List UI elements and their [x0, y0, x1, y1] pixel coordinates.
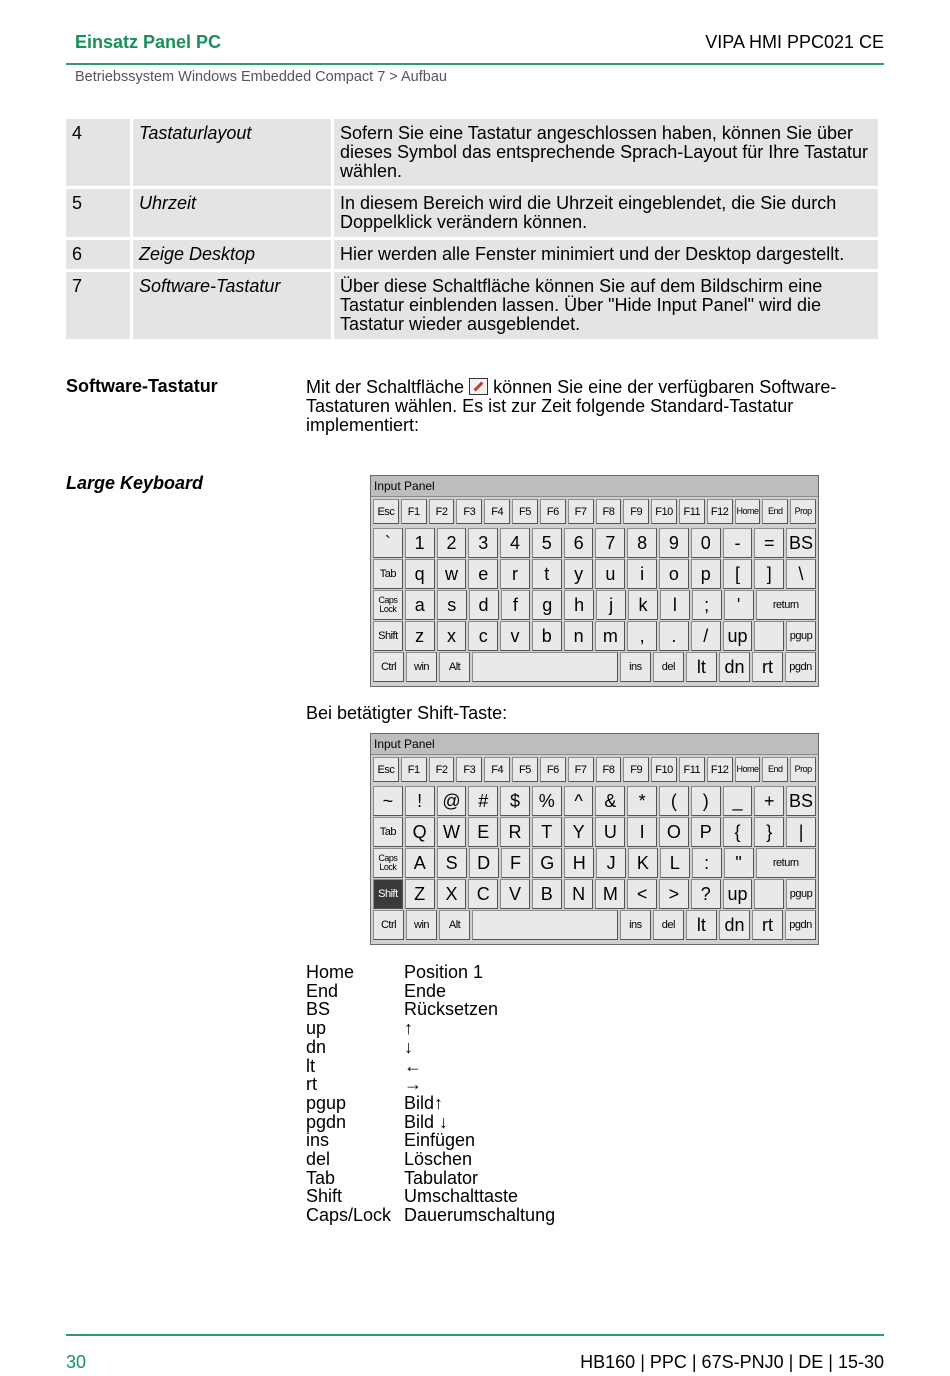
list-item	[306, 1094, 555, 1113]
key--[interactable]: |	[786, 817, 816, 847]
key-f9[interactable]: F9	[623, 499, 649, 524]
key-up[interactable]: up	[723, 621, 753, 651]
keyboard-row	[373, 848, 816, 878]
key-dn[interactable]: dn	[719, 910, 750, 940]
abbreviation-key: rt	[306, 1074, 317, 1095]
abbreviation-meaning: Löschen	[404, 1149, 473, 1170]
row-number: 7	[66, 272, 130, 339]
key-p[interactable]: p	[691, 559, 721, 589]
abbreviation-meaning: Position 1	[404, 962, 484, 982]
key--[interactable]: )	[691, 786, 721, 816]
key-n[interactable]: n	[564, 621, 594, 651]
abbreviation-key: Caps/Lock	[306, 1205, 392, 1226]
abbreviation-meaning: ↑	[404, 1018, 413, 1039]
key--[interactable]: .	[659, 621, 689, 651]
list-item	[306, 1057, 555, 1076]
key-f10[interactable]: F10	[651, 499, 677, 524]
key--[interactable]: &	[595, 786, 625, 816]
key--[interactable]: /	[691, 621, 721, 651]
row-number: 4	[66, 119, 130, 186]
key--[interactable]: ]	[754, 559, 784, 589]
key-f2[interactable]: F2	[429, 499, 455, 524]
keyboard-row	[373, 590, 816, 620]
key-caps-lock[interactable]: Caps Lock	[373, 590, 403, 620]
key-c[interactable]: c	[468, 621, 498, 651]
key--[interactable]: <	[627, 879, 657, 909]
key-f11[interactable]: F11	[679, 757, 705, 782]
abbreviation-meaning: Einfügen	[404, 1130, 476, 1151]
row-description: In diesem Bereich wird die Uhrzeit eingeblendet, die Sie durch Doppelklick verändern können.	[334, 189, 878, 237]
list-item	[306, 1187, 555, 1206]
key-z[interactable]: Z	[405, 879, 435, 909]
header-rule	[66, 63, 884, 65]
key-f11[interactable]: F11	[679, 499, 705, 524]
key-g[interactable]: G	[532, 848, 562, 878]
key--[interactable]: >	[659, 879, 689, 909]
key-caps-lock[interactable]: Caps Lock	[373, 848, 403, 878]
key-y[interactable]: Y	[564, 817, 594, 847]
keyboard-row	[373, 621, 816, 651]
key--[interactable]: $	[500, 786, 530, 816]
key-f3[interactable]: F3	[456, 499, 482, 524]
key-m[interactable]: M	[595, 879, 625, 909]
key-x[interactable]: X	[437, 879, 467, 909]
key-6[interactable]: 6	[564, 528, 594, 558]
key-shift[interactable]: Shift	[373, 879, 403, 909]
key--[interactable]: ^	[564, 786, 594, 816]
key-f6[interactable]: F6	[540, 499, 566, 524]
key-z[interactable]: z	[405, 621, 435, 651]
key-k[interactable]: K	[628, 848, 658, 878]
key--[interactable]: =	[754, 528, 784, 558]
header-title: Einsatz Panel PC	[75, 32, 222, 52]
abbreviation-key: del	[306, 1149, 331, 1170]
key--[interactable]: `	[373, 528, 403, 558]
key--[interactable]: "	[724, 848, 754, 878]
section-paragraph	[306, 378, 886, 435]
key-f12[interactable]: F12	[707, 757, 733, 782]
key-9[interactable]: 9	[659, 528, 689, 558]
abbreviation-list	[306, 963, 555, 1225]
key-d[interactable]: d	[469, 590, 499, 620]
abbreviation-key: End	[306, 980, 339, 1001]
abbreviation-key: ins	[306, 1130, 330, 1151]
key-a[interactable]: A	[405, 848, 435, 878]
footer-rule	[66, 1334, 884, 1336]
header-product: VIPA HMI PPC021 CE	[705, 32, 884, 52]
keyboard-row	[373, 786, 816, 816]
abbreviation-meaning: Ende	[404, 980, 447, 1001]
key-m[interactable]: m	[595, 621, 625, 651]
key--[interactable]: %	[532, 786, 562, 816]
key--[interactable]: ,	[627, 621, 657, 651]
abbreviation-meaning: →	[404, 1074, 422, 1095]
list-item	[306, 1206, 555, 1225]
key-x[interactable]: x	[437, 621, 467, 651]
key-q[interactable]: q	[405, 559, 435, 589]
key--[interactable]: @	[437, 786, 467, 816]
key-del[interactable]: del	[653, 910, 684, 940]
key-4[interactable]: 4	[500, 528, 530, 558]
key-d[interactable]: D	[469, 848, 499, 878]
abbreviation-key: Home	[306, 962, 355, 982]
key-l[interactable]: l	[660, 590, 690, 620]
key-esc[interactable]: Esc	[373, 757, 399, 782]
key-f1[interactable]: F1	[401, 499, 427, 524]
key-pgdn[interactable]: pgdn	[785, 652, 816, 682]
key-f7[interactable]: F7	[568, 499, 594, 524]
key-home[interactable]: Home	[735, 757, 761, 782]
key-pgup[interactable]: pgup	[786, 621, 816, 651]
key-prop[interactable]: Prop	[790, 757, 816, 782]
key-t[interactable]: T	[532, 817, 562, 847]
key-ins[interactable]: ins	[620, 910, 651, 940]
key-w[interactable]: W	[437, 817, 467, 847]
description-table	[63, 116, 881, 342]
row-term: Zeige Desktop	[133, 240, 331, 269]
key-i[interactable]: I	[627, 817, 657, 847]
key-shift[interactable]: Shift	[373, 621, 403, 651]
list-item	[306, 1019, 555, 1038]
key-lt[interactable]: lt	[686, 652, 717, 682]
key-alt[interactable]: Alt	[439, 652, 470, 682]
key-bs[interactable]: BS	[786, 786, 816, 816]
row-number: 6	[66, 240, 130, 269]
list-item	[306, 1038, 555, 1057]
key-p[interactable]: P	[691, 817, 721, 847]
key-f5[interactable]: F5	[512, 499, 538, 524]
keyboard-row	[373, 499, 816, 524]
key-lt[interactable]: lt	[686, 910, 717, 940]
key-v[interactable]: v	[500, 621, 530, 651]
key-f4[interactable]: F4	[484, 499, 510, 524]
key-f2[interactable]: F2	[429, 757, 455, 782]
key-up[interactable]: up	[723, 879, 753, 909]
pen-icon	[469, 378, 488, 395]
key-c[interactable]: C	[468, 879, 498, 909]
key-dn[interactable]: dn	[719, 652, 750, 682]
key-ctrl[interactable]: Ctrl	[373, 910, 404, 940]
key--[interactable]: (	[659, 786, 689, 816]
key-win[interactable]: win	[406, 652, 437, 682]
key-end[interactable]: End	[762, 757, 788, 782]
row-term: Tastaturlayout	[133, 119, 331, 186]
key-f12[interactable]: F12	[707, 499, 733, 524]
key-f3[interactable]: F3	[456, 757, 482, 782]
row-term: Uhrzeit	[133, 189, 331, 237]
key-2[interactable]: 2	[437, 528, 467, 558]
paragraph-text-before: Mit der Schaltfläche	[306, 377, 465, 397]
table-row	[66, 272, 878, 339]
key-e[interactable]: E	[468, 817, 498, 847]
key-f10[interactable]: F10	[651, 757, 677, 782]
key-h[interactable]: h	[564, 590, 594, 620]
key-end[interactable]: End	[762, 499, 788, 524]
key-ctrl[interactable]: Ctrl	[373, 652, 404, 682]
key-k[interactable]: k	[628, 590, 658, 620]
key-n[interactable]: N	[564, 879, 594, 909]
key-b[interactable]: b	[532, 621, 562, 651]
key--[interactable]: !	[405, 786, 435, 816]
abbreviation-key: pgup	[306, 1092, 347, 1113]
key-f9[interactable]: F9	[623, 757, 649, 782]
key-g[interactable]: g	[532, 590, 562, 620]
keyboard-row	[373, 757, 816, 782]
key-0[interactable]: 0	[691, 528, 721, 558]
key-return[interactable]: return	[756, 590, 817, 620]
key--[interactable]: -	[723, 528, 753, 558]
abbreviation-key: Tab	[306, 1167, 336, 1188]
key--[interactable]: :	[692, 848, 722, 878]
key-j[interactable]: J	[596, 848, 626, 878]
abbreviation-meaning: ←	[404, 1055, 422, 1076]
key--[interactable]: ?	[691, 879, 721, 909]
key-1[interactable]: 1	[405, 528, 435, 558]
key-a[interactable]: a	[405, 590, 435, 620]
abbreviation-key: BS	[306, 999, 331, 1020]
key-o[interactable]: O	[659, 817, 689, 847]
table-row	[66, 189, 878, 237]
key-3[interactable]: 3	[468, 528, 498, 558]
abbreviation-key: pgdn	[306, 1111, 347, 1132]
key-blank[interactable]	[754, 879, 784, 909]
key-f6[interactable]: F6	[540, 757, 566, 782]
key--[interactable]: #	[468, 786, 498, 816]
keyboard-title: Input Panel	[371, 476, 818, 497]
key-i[interactable]: i	[627, 559, 657, 589]
list-item	[306, 1075, 555, 1094]
key-q[interactable]: Q	[405, 817, 435, 847]
key--[interactable]: ~	[373, 786, 403, 816]
key-f5[interactable]: F5	[512, 757, 538, 782]
key-j[interactable]: j	[596, 590, 626, 620]
key-pgup[interactable]: pgup	[786, 879, 816, 909]
list-item	[306, 1150, 555, 1169]
shift-caption: Bei betätigter Shift-Taste:	[306, 703, 508, 723]
key-r[interactable]: R	[500, 817, 530, 847]
key--[interactable]: \	[786, 559, 816, 589]
list-item	[306, 1000, 555, 1019]
key-space[interactable]	[472, 910, 618, 940]
row-description: Sofern Sie eine Tastatur angeschlossen haben, können Sie über dieses Symbol das entsprechende Sprach-Layout für Ihre Tastatur wählen.	[334, 119, 878, 186]
key-l[interactable]: L	[660, 848, 690, 878]
abbreviation-key: Shift	[306, 1186, 343, 1207]
abbreviation-meaning: Bild↑	[404, 1092, 444, 1113]
key-b[interactable]: B	[532, 879, 562, 909]
keyboard-row	[373, 817, 816, 847]
row-description: Über diese Schaltfläche können Sie auf dem Bildschirm eine Tastatur einblenden lassen. Über "Hide Input Panel" wird die Tastatur wieder ausgeblendet.	[334, 272, 878, 339]
abbreviation-key: dn	[306, 1036, 327, 1057]
table-row	[66, 119, 878, 186]
key-s[interactable]: S	[437, 848, 467, 878]
key-h[interactable]: H	[564, 848, 594, 878]
table-row	[66, 240, 878, 269]
key-f[interactable]: f	[501, 590, 531, 620]
abbreviation-meaning: Bild ↓	[404, 1111, 449, 1132]
list-item	[306, 1131, 555, 1150]
abbreviation-meaning: Dauerumschaltung	[404, 1205, 556, 1226]
row-number: 5	[66, 189, 130, 237]
abbreviation-key: up	[306, 1018, 327, 1039]
keyboard-row	[373, 559, 816, 589]
key-blank[interactable]	[754, 621, 784, 651]
key-del[interactable]: del	[653, 652, 684, 682]
key-r[interactable]: r	[500, 559, 530, 589]
key-rt[interactable]: rt	[752, 910, 783, 940]
breadcrumb: Betriebssystem Windows Embedded Compact 7 > Aufbau	[75, 69, 447, 85]
abbreviation-meaning: ↓	[404, 1036, 413, 1057]
key-tab[interactable]: Tab	[373, 817, 403, 847]
key-f4[interactable]: F4	[484, 757, 510, 782]
key-f7[interactable]: F7	[568, 757, 594, 782]
key-u[interactable]: U	[595, 817, 625, 847]
row-description: Hier werden alle Fenster minimiert und der Desktop dargestellt.	[334, 240, 878, 269]
key-tab[interactable]: Tab	[373, 559, 403, 589]
keyboard-row	[373, 879, 816, 909]
abbreviation-meaning: Rücksetzen	[404, 999, 499, 1020]
key-t[interactable]: t	[532, 559, 562, 589]
list-item	[306, 963, 555, 982]
key-w[interactable]: w	[437, 559, 467, 589]
key--[interactable]: [	[723, 559, 753, 589]
key-s[interactable]: s	[437, 590, 467, 620]
section-label-software-keyboard: Software-Tastatur	[66, 376, 218, 396]
key-5[interactable]: 5	[532, 528, 562, 558]
key-pgdn[interactable]: pgdn	[785, 910, 816, 940]
keyboard-normal	[370, 475, 819, 687]
key-7[interactable]: 7	[595, 528, 625, 558]
keyboard-title: Input Panel	[371, 734, 818, 755]
list-item	[306, 1169, 555, 1188]
key-space[interactable]	[472, 652, 618, 682]
key-esc[interactable]: Esc	[373, 499, 399, 524]
row-term: Software-Tastatur	[133, 272, 331, 339]
key-f8[interactable]: F8	[596, 757, 622, 782]
key--[interactable]: _	[723, 786, 753, 816]
keyboard-shift	[370, 733, 819, 945]
key-o[interactable]: o	[659, 559, 689, 589]
key--[interactable]: +	[754, 786, 784, 816]
key-return[interactable]: return	[756, 848, 817, 878]
key-f1[interactable]: F1	[401, 757, 427, 782]
key-rt[interactable]: rt	[752, 652, 783, 682]
keyboard-row	[373, 652, 816, 682]
keyboard-row	[373, 910, 816, 940]
key--[interactable]: {	[723, 817, 753, 847]
key-v[interactable]: V	[500, 879, 530, 909]
paragraph-text-after: können Sie eine der verfügbaren Software-Tastaturen wählen. Es ist zur Zeit folgende Standard-Tastatur implementiert:	[306, 377, 837, 435]
key--[interactable]: *	[627, 786, 657, 816]
key--[interactable]: ;	[692, 590, 722, 620]
list-item	[306, 982, 555, 1001]
abbreviation-key: lt	[306, 1055, 315, 1076]
key-y[interactable]: y	[564, 559, 594, 589]
keyboard-row	[373, 528, 816, 558]
key-bs[interactable]: BS	[786, 528, 816, 558]
key-prop[interactable]: Prop	[790, 499, 816, 524]
key-e[interactable]: e	[468, 559, 498, 589]
key--[interactable]: '	[724, 590, 754, 620]
key-home[interactable]: Home	[735, 499, 761, 524]
list-item	[306, 1113, 555, 1132]
section-label-large-keyboard: Large Keyboard	[66, 473, 204, 493]
key-f8[interactable]: F8	[596, 499, 622, 524]
document-id: HB160 | PPC | 67S-PNJ0 | DE | 15-30	[580, 1352, 884, 1372]
abbreviation-meaning: Umschalttaste	[404, 1186, 519, 1207]
key-win[interactable]: win	[406, 910, 437, 940]
abbreviation-meaning: Tabulator	[404, 1167, 479, 1188]
key-f[interactable]: F	[501, 848, 531, 878]
key-alt[interactable]: Alt	[439, 910, 470, 940]
key-u[interactable]: u	[595, 559, 625, 589]
key-8[interactable]: 8	[627, 528, 657, 558]
page-number: 30	[66, 1352, 87, 1372]
key-ins[interactable]: ins	[620, 652, 651, 682]
key--[interactable]: }	[754, 817, 784, 847]
